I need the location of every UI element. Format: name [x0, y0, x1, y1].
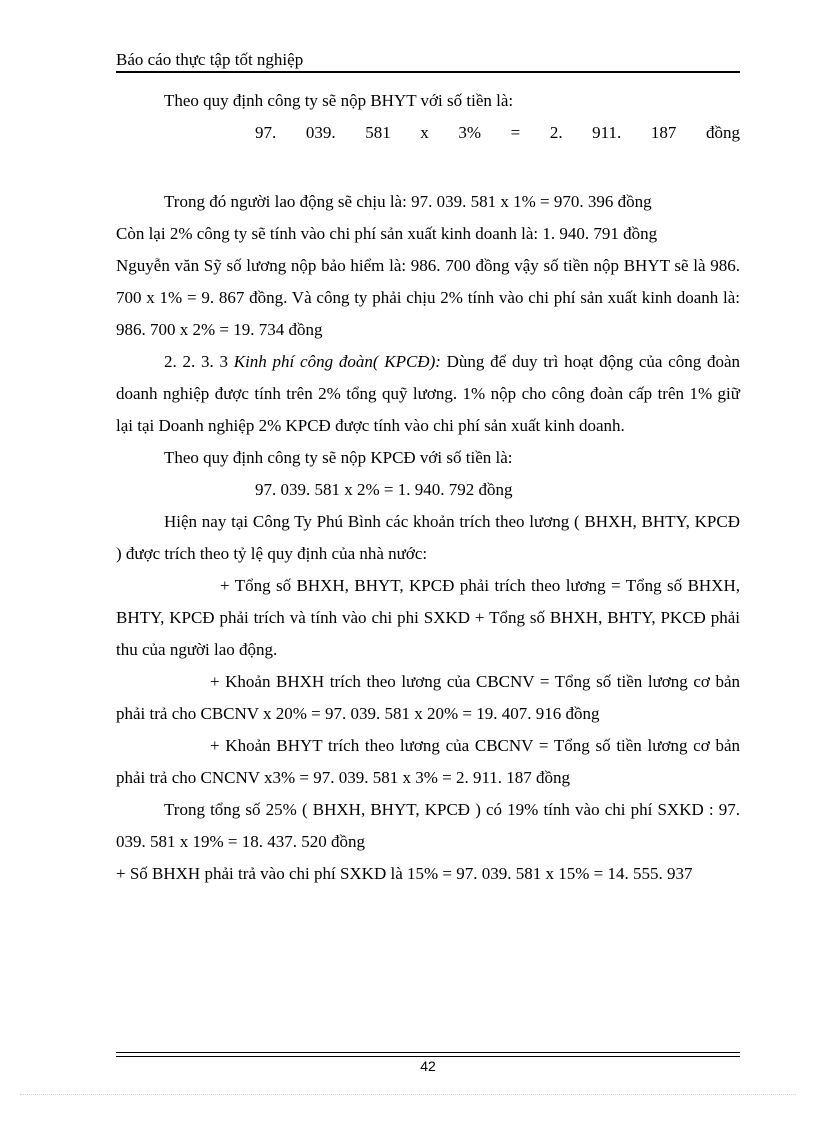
- eq-token: 187: [650, 123, 677, 142]
- section-number: 2. 2. 3. 3: [164, 352, 234, 371]
- paragraph-company-share: Còn lại 2% công ty sẽ tính vào chi phí sản xuất kinh doanh là: 1. 940. 791 đồng: [116, 224, 658, 243]
- paragraph-total-formula: + Tổng số BHXH, BHYT, KPCĐ phải trích theo lương = Tổng số BHXH, BHTY, KPCĐ phải trích và tính vào chi phi SXKD + Tổng số BHXH, BHTY, PKCĐ phải thu của người lao động.: [116, 576, 740, 659]
- paragraph-bhyt-intro: Theo quy định công ty sẽ nộp BHYT với số tiền là:: [164, 91, 514, 110]
- eq-token: 97.: [255, 123, 277, 142]
- paragraph-employee-share: Trong đó người lao động sẽ chịu là: 97. 039. 581 x 1% = 970. 396 đồng: [164, 192, 652, 211]
- page-number: 42: [420, 1058, 436, 1074]
- paragraph-sxkd-share: Trong tổng số 25% ( BHXH, BHYT, KPCĐ ) có 19% tính vào chi phí SXKD : 97. 039. 581 x 19% = 18. 437. 520 đồng: [116, 800, 740, 851]
- running-header: Báo cáo thực tập tốt nghiệp: [116, 50, 304, 69]
- paragraph-company-deductions: Hiện nay tại Công Ty Phú Bình các khoản trích theo lương ( BHXH, BHTY, KPCĐ ) được trích theo tỷ lệ quy định của nhà nước:: [116, 512, 740, 563]
- paragraph-kpcd-intro: Theo quy định công ty sẽ nộp KPCĐ với số tiền là:: [164, 448, 513, 467]
- equation-bhyt: [116, 117, 740, 149]
- header-rule: [116, 71, 740, 73]
- footer-rule: [116, 1052, 740, 1057]
- paragraph-bhxh-sxkd: + Số BHXH phải trả vào chi phí SXKD là 15% = 97. 039. 581 x 15% = 14. 555. 937: [116, 864, 693, 883]
- eq-token: đồng: [705, 123, 740, 142]
- page-edge: [20, 1094, 796, 1095]
- eq-token: 581: [365, 123, 391, 142]
- eq-token: 039.: [305, 123, 336, 142]
- section-text: Dùng để duy trì hoạt động của công đoàn doanh nghiệp được tính trên 2% tổng quỹ lương. 1% nộp cho công đoàn cấp trên 1% giữ lại tại Doanh nghiệp 2% KPCĐ được tính vào chi phí sản xuất kinh doanh.: [116, 352, 741, 435]
- paragraph-bhxh-deduction: + Khoản BHXH trích theo lương của CBCNV = Tổng số tiền lương cơ bản phải trả cho CBCNV x 20% = 97. 039. 581 x 20% = 19. 407. 916 đồng: [116, 672, 740, 723]
- eq-token: 3%: [458, 123, 482, 142]
- equation-kpcd: 97. 039. 581 x 2% = 1. 940. 792 đồng: [255, 480, 513, 499]
- eq-token: x: [420, 123, 429, 142]
- paragraph-kpcd-definition: [116, 346, 740, 442]
- section-term: Kinh phí công đoàn( KPCĐ):: [233, 352, 441, 371]
- eq-token: 911.: [592, 123, 622, 142]
- paragraph-example-employee: Nguyễn văn Sỹ số lương nộp bảo hiểm là: 986. 700 đồng vậy số tiền nộp BHYT sẽ là 986. 700 x 1% = 9. 867 đồng. Và công ty phải chịu 2% tính vào chi phí sản xuất kinh doanh là: 986. 700 x 2% = 19. 734 đồng: [116, 256, 740, 339]
- eq-token: =: [510, 123, 521, 142]
- paragraph-bhyt-deduction: + Khoản BHYT trích theo lương của CBCNV = Tổng số tiền lương cơ bản phải trả cho CNCNV x3% = 97. 039. 581 x 3% = 2. 911. 187 đồng: [116, 736, 740, 787]
- eq-token: 2.: [549, 123, 563, 142]
- page-body: [116, 85, 740, 890]
